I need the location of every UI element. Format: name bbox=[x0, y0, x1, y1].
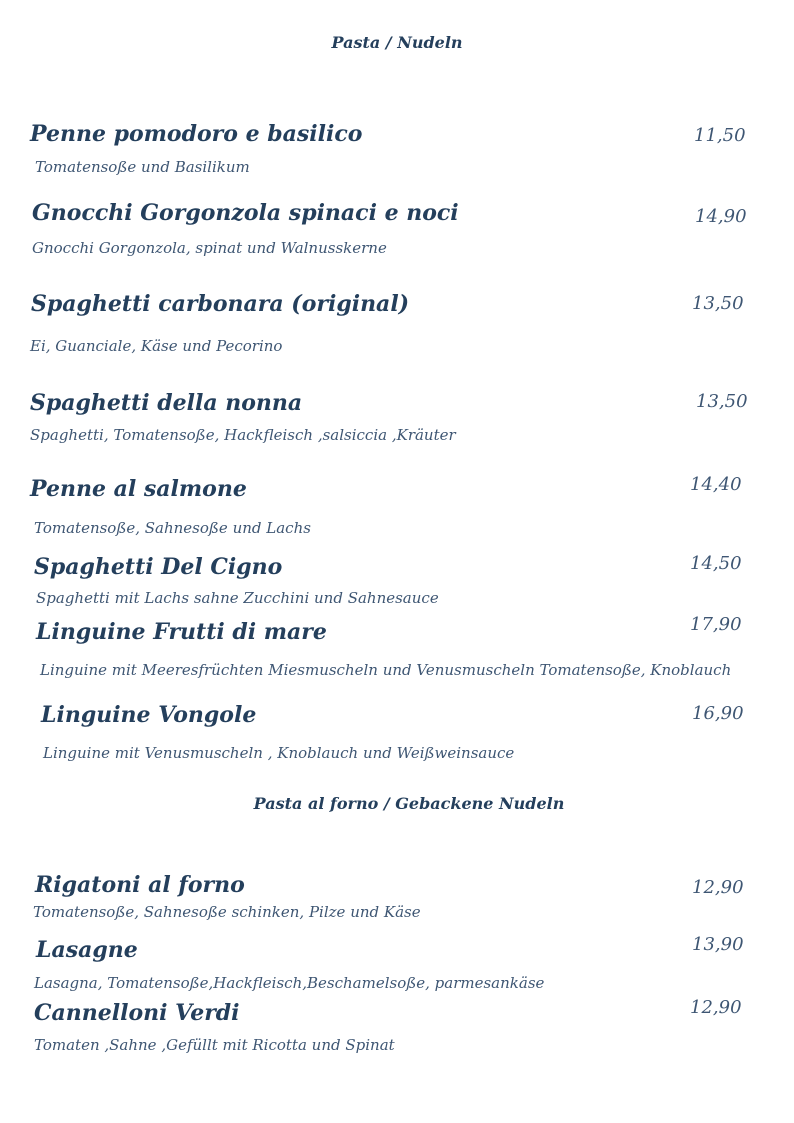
dish-name: Spaghetti Del Cigno bbox=[34, 554, 283, 580]
dish-description: Tomaten ,Sahne ,Gefüllt mit Ricotta und Spinat bbox=[34, 1036, 395, 1054]
dish-name: Cannelloni Verdi bbox=[34, 1000, 240, 1026]
dish-price: 17,90 bbox=[690, 614, 742, 635]
dish-name: Penne pomodoro e basilico bbox=[30, 121, 363, 147]
dish-description: Linguine mit Meeresfrüchten Miesmuscheln und Venusmuscheln Tomatensoße, Knoblauch bbox=[40, 661, 732, 679]
dish-price: 12,90 bbox=[690, 997, 742, 1018]
dish-description: Spaghetti, Tomatensoße, Hackfleisch ,salsiccia ,Kräuter bbox=[30, 426, 456, 444]
dish-name: Linguine Frutti di mare bbox=[36, 619, 327, 645]
dish-price: 14,90 bbox=[695, 206, 747, 227]
dish-price: 11,50 bbox=[694, 125, 746, 146]
dish-price: 13,50 bbox=[692, 293, 744, 314]
dish-description: Tomatensoße und Basilikum bbox=[35, 158, 250, 176]
dish-price: 16,90 bbox=[692, 703, 744, 724]
dish-name: Rigatoni al forno bbox=[35, 872, 245, 898]
dish-description: Gnocchi Gorgonzola, spinat und Walnusskerne bbox=[32, 239, 387, 257]
dish-description: Linguine mit Venusmuscheln , Knoblauch und Weißweinsauce bbox=[43, 744, 515, 762]
dish-price: 13,90 bbox=[692, 934, 744, 955]
dish-price: 13,50 bbox=[696, 391, 748, 412]
dish-price: 12,90 bbox=[692, 877, 744, 898]
dish-name: Linguine Vongole bbox=[41, 702, 257, 728]
dish-description: Tomatensoße, Sahnesoße und Lachs bbox=[34, 519, 311, 537]
dish-name: Penne al salmone bbox=[30, 476, 247, 502]
dish-price: 14,40 bbox=[690, 474, 742, 495]
dish-description: Tomatensoße, Sahnesoße schinken, Pilze und Käse bbox=[33, 903, 421, 921]
dish-description: Ei, Guanciale, Käse und Pecorino bbox=[30, 337, 283, 355]
dish-name: Spaghetti della nonna bbox=[30, 390, 303, 416]
dish-description: Spaghetti mit Lachs sahne Zucchini und Sahnesauce bbox=[36, 589, 439, 607]
dish-name: Spaghetti carbonara (original) bbox=[31, 291, 410, 317]
dish-price: 14,50 bbox=[690, 553, 742, 574]
dish-description: Lasagna, Tomatensoße,Hackfleisch,Beschamelsoße, parmesankäse bbox=[34, 974, 545, 992]
dish-name: Gnocchi Gorgonzola spinaci e noci bbox=[32, 200, 459, 226]
section-title-pasta-al-forno: Pasta al forno / Gebackene Nudeln bbox=[253, 794, 565, 813]
dish-name: Lasagne bbox=[36, 937, 138, 963]
section-title-pasta: Pasta / Nudeln bbox=[331, 33, 463, 52]
